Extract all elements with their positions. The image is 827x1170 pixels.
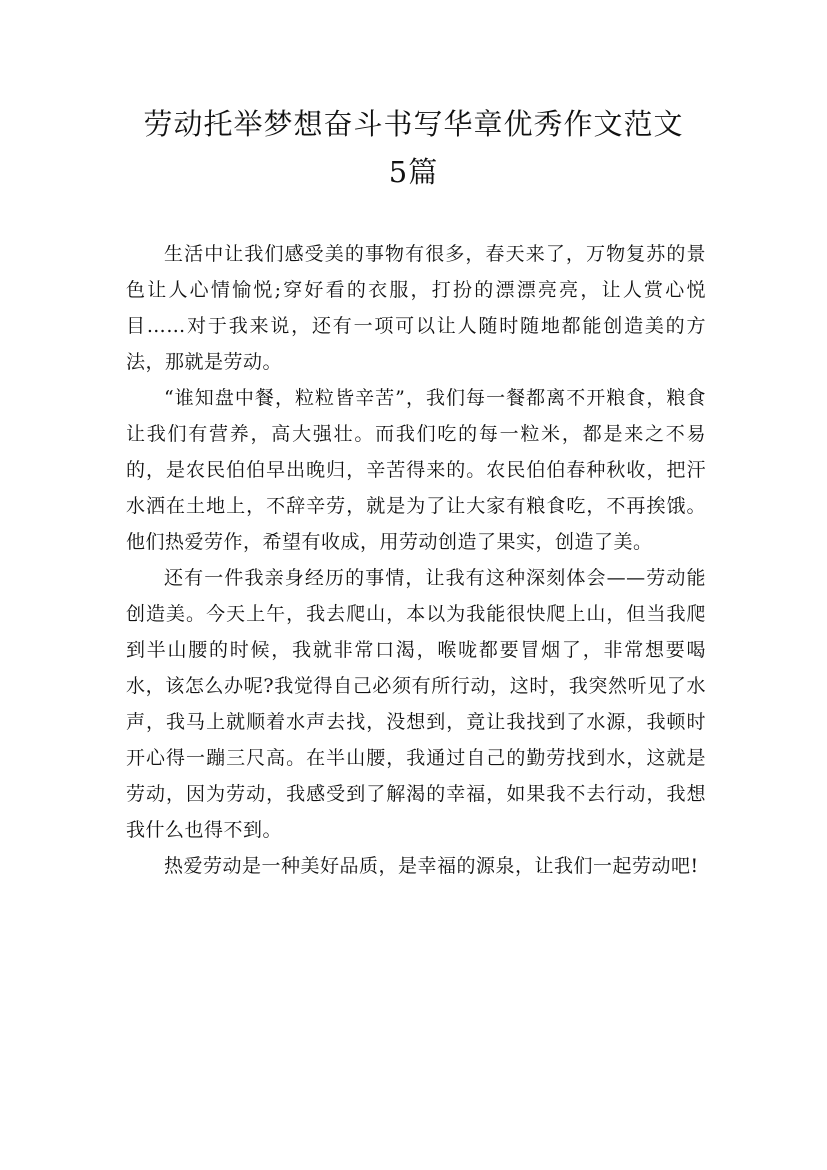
title-line-2: 5篇 bbox=[388, 155, 439, 189]
paragraph-1: 生活中让我们感受美的事物有很多，春天来了，万物复苏的景色让人心情愉悦;穿好看的衣服，打扮的漂漂亮亮，让人赏心悦目……对于我来说，还有一项可以让人随时随地都能创造美的方法，那就是劳动。 bbox=[126, 243, 706, 373]
paragraph-4: 热爱劳动是一种美好品质，是幸福的源泉，让我们一起劳动吧! bbox=[164, 855, 699, 877]
essay-body bbox=[126, 236, 706, 884]
page-title bbox=[80, 100, 747, 196]
title-line-1: 劳动托举梦想奋斗书写华章优秀作文范文 bbox=[143, 107, 684, 141]
paragraph-2: “谁知盘中餐，粒粒皆辛苦”，我们每一餐都离不开粮食，粮食让我们有营养，高大强壮。而我们吃的每一粒米，都是来之不易的，是农民伯伯早出晚归，辛苦得来的。农民伯伯春种秋收，把汗水洒在土地上，不辞辛劳，就是为了让大家有粮食吃，不再挨饿。他们热爱劳作，希望有收成，用劳动创造了果实，创造了美。 bbox=[126, 387, 706, 553]
paragraph-3: 还有一件我亲身经历的事情，让我有这种深刻体会——劳动能创造美。今天上午，我去爬山，本以为我能很快爬上山，但当我爬到半山腰的时候，我就非常口渴，喉咙都要冒烟了，非常想要喝水，该怎么办呢?我觉得自己必须有所行动，这时，我突然听见了水声，我马上就顺着水声去找，没想到，竟让我找到了水源，我顿时开心得一蹦三尺高。在半山腰，我通过自己的勤劳找到水，这就是劳动，因为劳动，我感受到了解渴的幸福，如果我不去行动，我想我什么也得不到。 bbox=[126, 567, 706, 841]
